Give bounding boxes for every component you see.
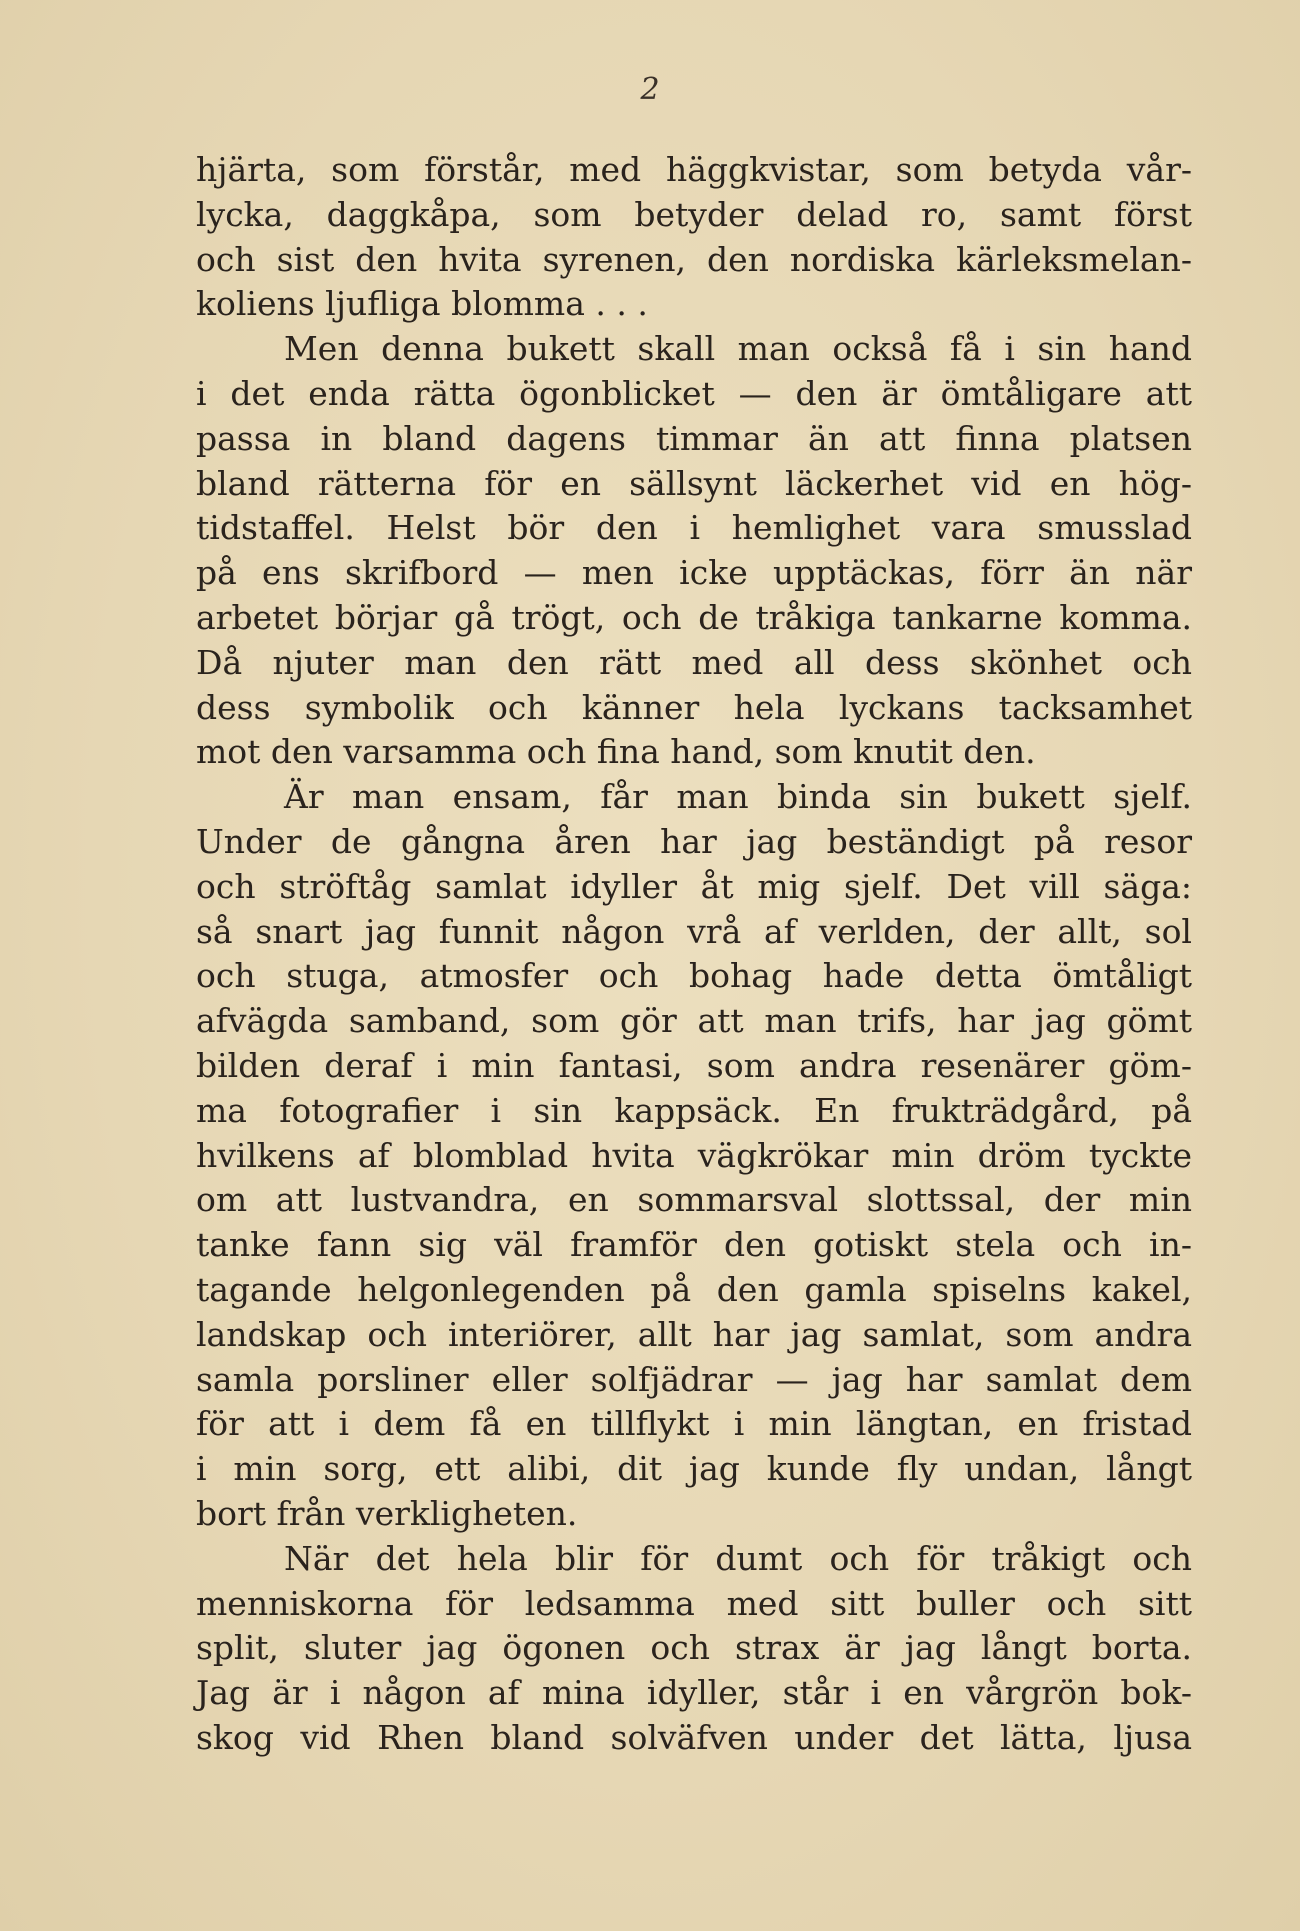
text-line: ma fotografier i sin kappsäck. En frukträdgård, på — [196, 1090, 1192, 1130]
text-line: för att i dem få en tillflykt i min längtan, en fristad — [196, 1404, 1192, 1444]
text-line: bland rätterna för en sällsynt läckerhet vid en hög- — [196, 463, 1192, 503]
body-text — [196, 148, 1192, 1761]
text-line: om att lustvandra, en sommarsval slottssal, der min — [196, 1180, 1192, 1220]
text-line: så snart jag funnit någon vrå af verlden, der allt, sol — [196, 911, 1192, 951]
text-line: i det enda rätta ögonblicket — den är ömtåligare att — [196, 373, 1192, 413]
text-line: på ens skrifbord — men icke upptäckas, förr än när — [196, 553, 1192, 593]
text-line: och stuga, atmosfer och bohag hade detta ömtåligt — [196, 956, 1192, 996]
text-line: hvilkens af blomblad hvita vägkrökar min dröm tyckte — [196, 1135, 1192, 1175]
text-line: skog vid Rhen bland solväfven under det lätta, ljusa — [196, 1717, 1192, 1757]
text-line: Under de gångna åren har jag beständigt på resor — [196, 821, 1192, 861]
text-line: Jag är i någon af mina idyller, står i en vårgrön bok- — [196, 1673, 1192, 1713]
text-line: lycka, daggkåpa, som betyder delad ro, samt först — [196, 194, 1192, 234]
text-line: tidstaffel. Helst bör den i hemlighet vara smusslad — [196, 508, 1192, 548]
text-line: i min sorg, ett alibi, dit jag kunde fly undan, långt — [196, 1449, 1192, 1489]
text-line: Då njuter man den rätt med all dess skönhet och — [196, 642, 1192, 682]
text-line: samla porsliner eller solfjädrar — jag har samlat dem — [196, 1359, 1192, 1399]
text-line: arbetet börjar gå trögt, och de tråkiga tankarne komma. — [196, 597, 1192, 637]
text-line: tagande helgonlegenden på den gamla spiselns kakel, — [196, 1269, 1192, 1309]
text-line: bort från verkligheten. — [196, 1493, 578, 1533]
text-line: koliens ljufliga blomma . . . — [196, 284, 648, 324]
text-line: tanke fann sig väl framför den gotiskt stela och in- — [196, 1225, 1192, 1265]
text-line: mot den varsamma och fina hand, som knutit den. — [196, 732, 1036, 772]
text-line: När det hela blir för dumt och för tråkigt och — [284, 1538, 1192, 1578]
text-line: landskap och interiörer, allt har jag samlat, som andra — [196, 1314, 1192, 1354]
text-line: och sist den hvita syrenen, den nordiska kärleksmelan- — [196, 239, 1192, 279]
text-line: bilden deraf i min fantasi, som andra resenärer göm- — [196, 1045, 1192, 1085]
text-line: Är man ensam, får man binda sin bukett sjelf. — [284, 777, 1192, 817]
text-line: menniskorna för ledsamma med sitt buller och sitt — [196, 1583, 1192, 1623]
text-line: afvägda samband, som gör att man trifs, har jag gömt — [196, 1001, 1192, 1041]
text-line: och ströftåg samlat idyller åt mig sjelf. Det vill säga: — [196, 866, 1192, 906]
page-number: 2 — [640, 72, 660, 107]
text-line: hjärta, som förstår, med häggkvistar, som betyda vår- — [196, 150, 1192, 189]
text-line: dess symbolik och känner hela lyckans tacksamhet — [196, 687, 1192, 727]
text-line: passa in bland dagens timmar än att finna platsen — [196, 418, 1192, 458]
text-line: Men denna bukett skall man också få i sin hand — [284, 329, 1192, 369]
text-line: split, sluter jag ögonen och strax är jag långt borta. — [196, 1628, 1192, 1668]
